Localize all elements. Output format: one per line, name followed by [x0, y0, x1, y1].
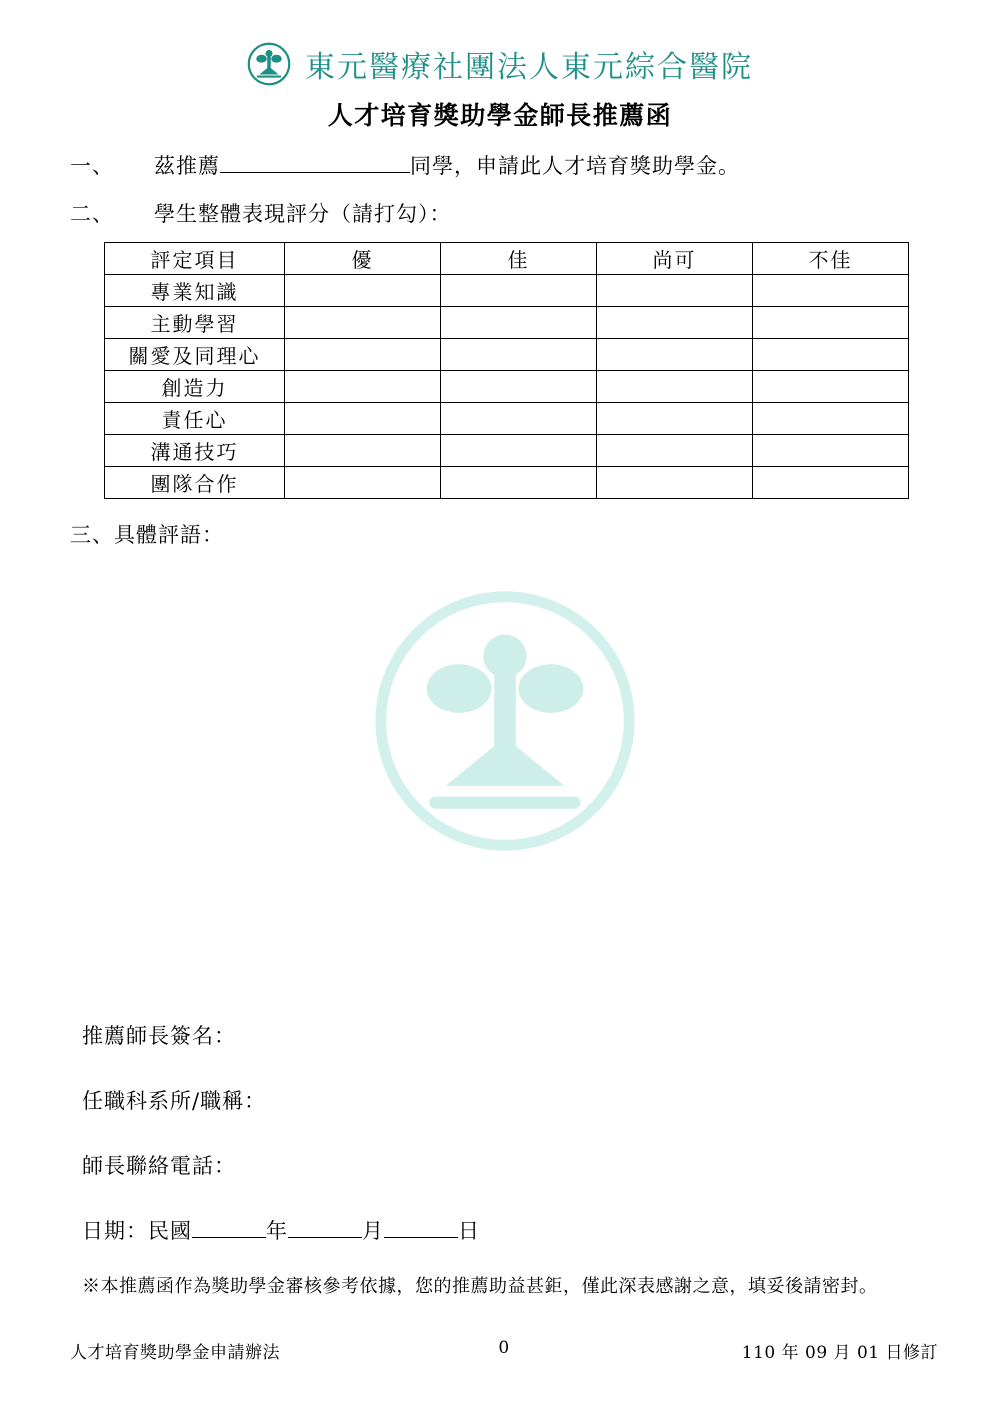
- criteria-label: 溝通技巧: [105, 435, 285, 467]
- organization-header: [0, 0, 1000, 86]
- footer-left-text: 人才培育獎助學金申請辦法: [70, 1343, 280, 1363]
- table-header-cell: 佳: [441, 243, 597, 275]
- rating-checkbox-cell[interactable]: [597, 371, 753, 403]
- section-one: [0, 150, 1000, 180]
- table-header-cell: 不佳: [753, 243, 909, 275]
- criteria-label: 主動學習: [105, 307, 285, 339]
- department-title-field[interactable]: [82, 1085, 942, 1115]
- table-row: [105, 339, 909, 371]
- page-title: 人才培育獎助學金師長推薦函: [327, 101, 673, 130]
- table-row: [105, 371, 909, 403]
- rating-checkbox-cell[interactable]: [597, 339, 753, 371]
- evaluation-table-wrapper: [0, 242, 1000, 499]
- section-two-label: 學生整體表現評分（請打勾）：: [154, 202, 452, 226]
- rating-checkbox-cell[interactable]: [597, 467, 753, 499]
- section-three-label: 三、具體評語：: [70, 523, 224, 547]
- rating-checkbox-cell[interactable]: [285, 307, 441, 339]
- date-month-unit-label: 月: [362, 1219, 384, 1243]
- rating-checkbox-cell[interactable]: [753, 435, 909, 467]
- table-row: [105, 435, 909, 467]
- table-header-row: [105, 243, 909, 275]
- department-title-label: 任職科系所/職稱：: [82, 1089, 267, 1113]
- signature-block: [82, 1020, 942, 1280]
- table-header-cell: 優: [285, 243, 441, 275]
- date-month-input[interactable]: [288, 1219, 362, 1238]
- rating-checkbox-cell[interactable]: [753, 339, 909, 371]
- rating-checkbox-cell[interactable]: [597, 435, 753, 467]
- footer-right-text: 110 年 09 月 01 日修訂: [741, 1343, 938, 1363]
- criteria-label: 關愛及同理心: [105, 339, 285, 371]
- table-row: [105, 275, 909, 307]
- rating-checkbox-cell[interactable]: [597, 403, 753, 435]
- rating-checkbox-cell[interactable]: [285, 435, 441, 467]
- criteria-label: 專業知識: [105, 275, 285, 307]
- date-prefix-label: 日期：民國: [82, 1219, 192, 1243]
- rating-checkbox-cell[interactable]: [597, 275, 753, 307]
- teacher-phone-field[interactable]: [82, 1150, 942, 1180]
- rating-checkbox-cell[interactable]: [285, 467, 441, 499]
- rating-checkbox-cell[interactable]: [285, 339, 441, 371]
- rating-checkbox-cell[interactable]: [753, 371, 909, 403]
- hospital-tree-logo-watermark-icon: [370, 586, 640, 856]
- criteria-label: 責任心: [105, 403, 285, 435]
- evaluation-table: [104, 242, 909, 499]
- table-row: [105, 403, 909, 435]
- rating-checkbox-cell[interactable]: [285, 403, 441, 435]
- date-field[interactable]: [82, 1215, 942, 1245]
- rating-checkbox-cell[interactable]: [285, 371, 441, 403]
- date-year-unit-label: 年: [266, 1219, 288, 1243]
- section-two: [0, 198, 1000, 228]
- rating-checkbox-cell[interactable]: [753, 275, 909, 307]
- criteria-label: 團隊合作: [105, 467, 285, 499]
- table-header-cell: 評定項目: [105, 243, 285, 275]
- rating-checkbox-cell[interactable]: [441, 275, 597, 307]
- student-name-input[interactable]: [220, 152, 410, 173]
- table-header-cell: 尚可: [597, 243, 753, 275]
- rating-checkbox-cell[interactable]: [441, 371, 597, 403]
- date-day-unit-label: 日: [458, 1219, 480, 1243]
- section-two-number: 二、: [70, 202, 114, 226]
- date-day-input[interactable]: [384, 1219, 458, 1238]
- rating-checkbox-cell[interactable]: [597, 307, 753, 339]
- teacher-signature-field[interactable]: [82, 1020, 942, 1050]
- page-number: 0: [498, 1338, 510, 1358]
- date-year-input[interactable]: [192, 1219, 266, 1238]
- rating-checkbox-cell[interactable]: [441, 307, 597, 339]
- teacher-signature-label: 推薦師長簽名：: [82, 1024, 236, 1048]
- rating-checkbox-cell[interactable]: [441, 435, 597, 467]
- page-footer: [70, 1338, 938, 1363]
- rating-checkbox-cell[interactable]: [441, 403, 597, 435]
- rating-checkbox-cell[interactable]: [753, 403, 909, 435]
- privacy-note: ※本推薦函作為獎助學金審核參考依據，您的推薦助益甚鉅，僅此深表感謝之意，填妥後請密封。: [82, 1276, 878, 1297]
- table-row: [105, 467, 909, 499]
- rating-checkbox-cell[interactable]: [753, 467, 909, 499]
- recommend-suffix-label: 同學，申請此人才培育獎助學金。: [410, 154, 740, 178]
- recommend-prefix-label: 茲推薦: [154, 154, 220, 178]
- rating-checkbox-cell[interactable]: [285, 275, 441, 307]
- teacher-phone-label: 師長聯絡電話：: [82, 1154, 236, 1178]
- table-row: [105, 307, 909, 339]
- section-one-text: [154, 150, 740, 180]
- organization-name: 東元醫療社團法人東元綜合醫院: [305, 50, 753, 85]
- hospital-tree-logo-icon: [247, 42, 291, 86]
- rating-checkbox-cell[interactable]: [753, 307, 909, 339]
- section-one-number: 一、: [70, 154, 114, 178]
- rating-checkbox-cell[interactable]: [441, 467, 597, 499]
- rating-checkbox-cell[interactable]: [441, 339, 597, 371]
- criteria-label: 創造力: [105, 371, 285, 403]
